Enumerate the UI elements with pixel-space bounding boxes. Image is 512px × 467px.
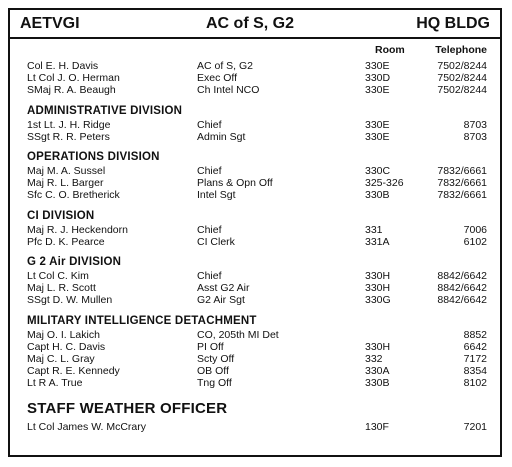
- header-divider: [10, 37, 500, 39]
- room-number: 330A: [365, 365, 390, 378]
- position-title: Chief: [197, 270, 222, 282]
- person-name: Sfc C. O. Bretherick: [27, 189, 120, 202]
- directory-row: [10, 282, 500, 295]
- section-heading: OPERATIONS DIVISION: [27, 151, 160, 163]
- directory-row: [10, 353, 500, 366]
- telephone-number: 7832/6661: [437, 189, 487, 202]
- directory-row: [10, 84, 500, 97]
- person-name: 1st Lt. J. H. Ridge: [27, 118, 111, 131]
- directory-row: [10, 131, 500, 144]
- room-column-header: Room: [375, 44, 405, 56]
- person-name: Col E. H. Davis: [27, 60, 99, 72]
- room-number: 332: [365, 353, 383, 365]
- person-name: Lt Col C. Kim: [27, 270, 89, 282]
- position-title: Chief: [197, 118, 222, 131]
- telephone-number: 7502/8244: [437, 72, 487, 85]
- position-title: Plans & Opn Off: [197, 177, 273, 190]
- position-title: Exec Off: [197, 72, 238, 85]
- office-title: AC of S, G2: [206, 15, 295, 32]
- person-name: Capt H. C. Davis: [27, 340, 106, 353]
- directory-row: [10, 189, 500, 202]
- directory-row: [10, 365, 500, 378]
- office-code: AETVGI: [20, 15, 80, 32]
- room-number: 330E: [365, 84, 390, 97]
- telephone-number: 7006: [463, 223, 487, 236]
- person-name: SMaj R. A. Beaugh: [27, 84, 116, 97]
- room-number: 130F: [365, 420, 389, 433]
- telephone-number: 6642: [463, 340, 487, 353]
- directory-row: [10, 224, 500, 237]
- room-number: 330H: [365, 340, 391, 353]
- person-name: Maj R. L. Barger: [27, 177, 104, 190]
- directory-row: [10, 341, 500, 354]
- person-name: SSgt R. R. Peters: [27, 130, 110, 143]
- person-name: Capt R. E. Kennedy: [27, 365, 120, 378]
- directory-row: [10, 177, 500, 190]
- position-title: Ch Intel NCO: [197, 84, 260, 97]
- position-title: Tng Off: [197, 377, 232, 390]
- person-name: Maj O. I. Lakich: [27, 328, 100, 341]
- room-number: 330D: [365, 72, 391, 85]
- person-name: Maj C. L. Gray: [27, 353, 95, 365]
- room-number: 331: [365, 223, 383, 236]
- room-number: 325-326: [365, 177, 404, 190]
- directory-row: [10, 165, 500, 178]
- telephone-number: 8102: [463, 377, 487, 390]
- telephone-number: 7201: [463, 420, 487, 433]
- position-title: Asst G2 Air: [197, 282, 250, 295]
- person-name: Maj L. R. Scott: [27, 282, 96, 295]
- person-name: Pfc D. K. Pearce: [27, 235, 105, 248]
- section-heading: CI DIVISION: [27, 209, 95, 222]
- telephone-column-header: Telephone: [435, 44, 487, 56]
- section-heading: MILITARY INTELLIGENCE DETACHMENT: [27, 314, 257, 327]
- telephone-number: 7832/6661: [437, 177, 487, 190]
- section-heading: G 2 Air DIVISION: [27, 256, 122, 268]
- person-name: Lt Col J. O. Herman: [27, 72, 120, 85]
- room-number: 330H: [365, 270, 391, 282]
- section-heading: STAFF WEATHER OFFICER: [27, 399, 228, 417]
- position-title: Chief: [197, 223, 222, 236]
- person-name: Lt Col James W. McCrary: [27, 420, 147, 433]
- directory-row: [10, 72, 500, 85]
- directory-row: [10, 270, 500, 283]
- directory-row: [10, 119, 500, 132]
- room-number: 330E: [365, 130, 390, 143]
- person-name: Lt R A. True: [27, 377, 83, 390]
- room-number: 330E: [365, 118, 390, 131]
- directory-row: [10, 329, 500, 342]
- position-title: Admin Sgt: [197, 130, 246, 143]
- directory-header: [10, 13, 500, 37]
- telephone-number: 8842/6642: [437, 270, 487, 282]
- directory-row: [10, 294, 500, 307]
- position-title: PI Off: [197, 340, 224, 353]
- directory-row: [10, 421, 500, 434]
- building-label: HQ BLDG: [416, 15, 490, 32]
- position-title: CO, 205th MI Det: [197, 328, 279, 341]
- section-heading: ADMINISTRATIVE DIVISION: [27, 104, 183, 117]
- telephone-number: 7502/8244: [437, 84, 487, 97]
- telephone-number: 7172: [463, 353, 487, 365]
- directory-row: [10, 236, 500, 249]
- position-title: AC of S, G2: [197, 60, 254, 72]
- telephone-number: 8842/6642: [437, 282, 487, 295]
- person-name: SSgt D. W. Mullen: [27, 294, 113, 307]
- room-number: 330H: [365, 282, 391, 295]
- telephone-number: 6102: [463, 235, 487, 248]
- telephone-number: 8354: [463, 365, 487, 378]
- room-number: 330E: [365, 60, 390, 72]
- position-title: G2 Air Sgt: [197, 294, 245, 307]
- telephone-number: 8842/6642: [437, 294, 487, 307]
- telephone-number: 8703: [463, 130, 487, 143]
- telephone-number: 7832/6661: [437, 165, 487, 177]
- position-title: Scty Off: [197, 353, 235, 365]
- room-number: 330B: [365, 377, 390, 390]
- person-name: Maj M. A. Sussel: [27, 165, 106, 177]
- person-name: Maj R. J. Heckendorn: [27, 223, 128, 236]
- telephone-number: 8852: [463, 328, 487, 341]
- position-title: Chief: [197, 165, 222, 177]
- room-number: 330G: [365, 294, 391, 307]
- directory-row: [10, 377, 500, 390]
- telephone-number: 7502/8244: [437, 60, 487, 72]
- position-title: Intel Sgt: [197, 189, 236, 202]
- telephone-number: 8703: [463, 118, 487, 131]
- position-title: OB Off: [197, 365, 229, 378]
- room-number: 330B: [365, 189, 390, 202]
- room-number: 331A: [365, 235, 390, 248]
- directory-frame: [8, 8, 502, 457]
- directory-row: [10, 60, 500, 73]
- room-number: 330C: [365, 165, 391, 177]
- position-title: CI Clerk: [197, 235, 235, 248]
